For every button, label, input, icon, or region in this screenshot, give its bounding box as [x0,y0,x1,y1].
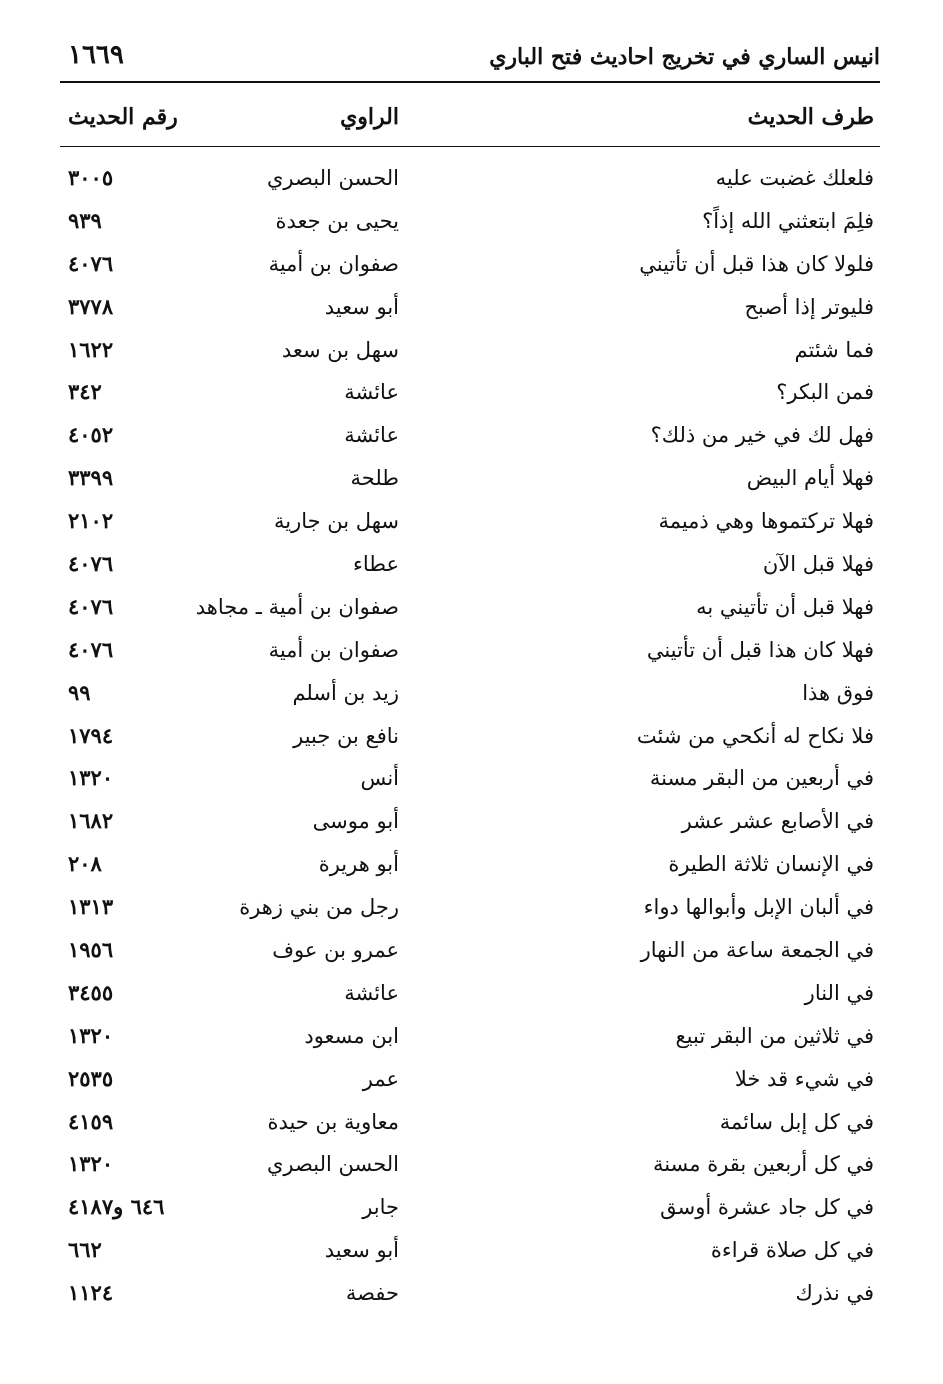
table-row [60,246,880,289]
narrator-name: أبو سعيد [324,1238,399,1263]
narrator-name: صفوان بن أمية ـ مجاهد [195,594,399,619]
hadith-number: ٣٣٩٩ [68,465,114,491]
hadith-number: ٦٦٢ [68,1237,102,1263]
hadith-number: ٤٠٧٦ [68,551,114,577]
narrator-name: صفوان بن أمية [268,251,399,276]
hadith-number: ٤١٥٩ [68,1108,114,1134]
hadith-number: ٦٤٦ و٤١٨٧ [68,1194,165,1220]
narrator-name: رجل من بني زهرة [239,895,399,920]
table-row [60,589,880,632]
narrator-name: سهل بن جارية [274,509,399,534]
narrator-name: عطاء [352,552,399,577]
table-row [60,1189,880,1232]
hadith-number: ٢٥٣٥ [68,1065,114,1091]
column-header-hadith: طرف الحديث [747,104,874,130]
table-row [60,803,880,846]
narrator-name: جابر [362,1195,399,1220]
narrator-name: يحيى بن جعدة [275,208,399,233]
hadith-number: ١٣١٣ [68,894,114,920]
narrator-name: أبو سعيد [324,294,399,319]
column-header-number: رقم الحديث [68,104,178,130]
narrator-name: صفوان بن أمية [268,637,399,662]
table-row [60,160,880,203]
hadith-text: في نذرك [795,1281,874,1306]
hadith-text: فهلا تركتموها وهي ذميمة [658,509,874,534]
hadith-number: ٤٠٧٦ [68,593,114,619]
hadith-number: ١٩٥٦ [68,937,114,963]
table-row [60,460,880,503]
hadith-number: ١٣٢٠ [68,1022,114,1048]
hadith-number: ٩٩ [68,679,91,705]
table-row [60,932,880,975]
narrator-name: معاوية بن حيدة [267,1109,399,1134]
hadith-text: في كل إبل سائمة [719,1109,874,1134]
table-row [60,1061,880,1104]
hadith-number: ٢٠٨ [68,851,102,877]
hadith-text: فلِمَ ابتعثني الله إذاً؟ [702,208,874,233]
hadith-text: في كل أربعين بقرة مسنة [652,1152,874,1177]
header-divider [60,81,880,83]
hadith-text: في النار [804,980,874,1005]
narrator-name: عائشة [344,980,399,1005]
table-row [60,846,880,889]
table-row [60,975,880,1018]
table-row [60,417,880,460]
narrator-name: عمر [362,1066,399,1091]
hadith-number: ٤٠٥٢ [68,422,114,448]
hadith-text: فلولا كان هذا قبل أن تأتيني [639,251,874,276]
hadith-text: فما شئتم [794,337,874,362]
hadith-number: ١٣٢٠ [68,1151,114,1177]
hadith-text: فليوتر إذا أصبح [744,294,874,319]
hadith-text: في ألبان الإبل وأبوالها دواء [643,895,874,920]
table-row [60,760,880,803]
hadith-text: في الإنسان ثلاثة الطيرة [668,852,874,877]
narrator-name: ابن مسعود [304,1023,399,1048]
hadith-number: ٤٠٧٦ [68,250,114,276]
table-row [60,332,880,375]
hadith-text: في ثلاثين من البقر تبيع [675,1023,874,1048]
table-row [60,718,880,761]
narrator-name: عمرو بن عوف [272,938,399,963]
hadith-number: ٢١٠٢ [68,508,114,534]
hadith-number: ٩٣٩ [68,207,102,233]
hadith-text: فهلا أيام البيض [746,466,874,491]
narrator-name: الحسن البصري [267,1152,399,1177]
hadith-text: فلا نكاح له أنكحي من شئت [636,723,874,748]
table-row [60,1018,880,1061]
table-row [60,1104,880,1147]
table-row [60,1232,880,1275]
column-header-narrator: الراوي [340,104,399,130]
narrator-name: أبو هريرة [318,852,399,877]
narrator-name: حفصة [345,1281,399,1306]
hadith-number: ١١٢٤ [68,1280,114,1306]
hadith-text: في كل صلاة قراءة [710,1238,874,1263]
table-row [60,203,880,246]
hadith-text: فهل لك في خير من ذلك؟ [650,423,874,448]
running-header [60,38,880,82]
hadith-text: في الجمعة ساعة من النهار [640,938,874,963]
hadith-text: فلعلك غضبت عليه [715,166,874,190]
hadith-text: في الأصابع عشر عشر [681,809,874,834]
hadith-text: فهلا قبل أن تأتيني به [696,594,874,619]
narrator-name: أبو موسى [312,809,399,834]
narrator-name: سهل بن سعد [281,337,399,362]
hadith-number: ٣٤٥٥ [68,979,114,1005]
narrator-name: زيد بن أسلم [292,680,399,705]
table-row [60,289,880,332]
narrator-name: طلحة [350,466,399,491]
table-row [60,546,880,589]
hadith-text: فمن البكر؟ [776,380,874,405]
table-row [60,675,880,718]
table-row [60,1146,880,1189]
narrator-name: عائشة [344,423,399,448]
hadith-number: ٣٤٢ [68,379,102,405]
table-row [60,889,880,932]
hadith-number: ١٦٢٢ [68,336,114,362]
hadith-number: ٣٧٧٨ [68,293,114,319]
narrator-name: الحسن البصري [267,166,399,190]
book-title: انيس الساري في تخريج احاديث فتح الباري [489,44,880,70]
hadith-number: ٣٠٠٥ [68,165,114,190]
hadith-text: في كل جاد عشرة أوسق [660,1195,874,1220]
hadith-text: في شيء قد خلا [734,1066,874,1091]
column-headers [60,104,880,144]
narrator-name: نافع بن جبير [293,723,399,748]
page-number: ١٦٦٩ [68,40,124,70]
hadith-number: ١٣٢٠ [68,765,114,791]
narrator-name: عائشة [344,380,399,405]
hadith-text: فوق هذا [802,680,874,705]
hadith-text: فهلا قبل الآن [762,552,874,577]
hadith-text: في أربعين من البقر مسنة [649,766,874,791]
hadith-number: ٤٠٧٦ [68,636,114,662]
narrator-name: أنس [360,766,399,791]
index-table [60,160,880,1318]
hadith-number: ١٦٨٢ [68,808,114,834]
table-row [60,374,880,417]
hadith-number: ١٧٩٤ [68,722,114,748]
table-row [60,503,880,546]
hadith-text: فهلا كان هذا قبل أن تأتيني [646,637,874,662]
column-header-divider [60,146,880,147]
table-row [60,632,880,675]
table-row [60,1275,880,1318]
